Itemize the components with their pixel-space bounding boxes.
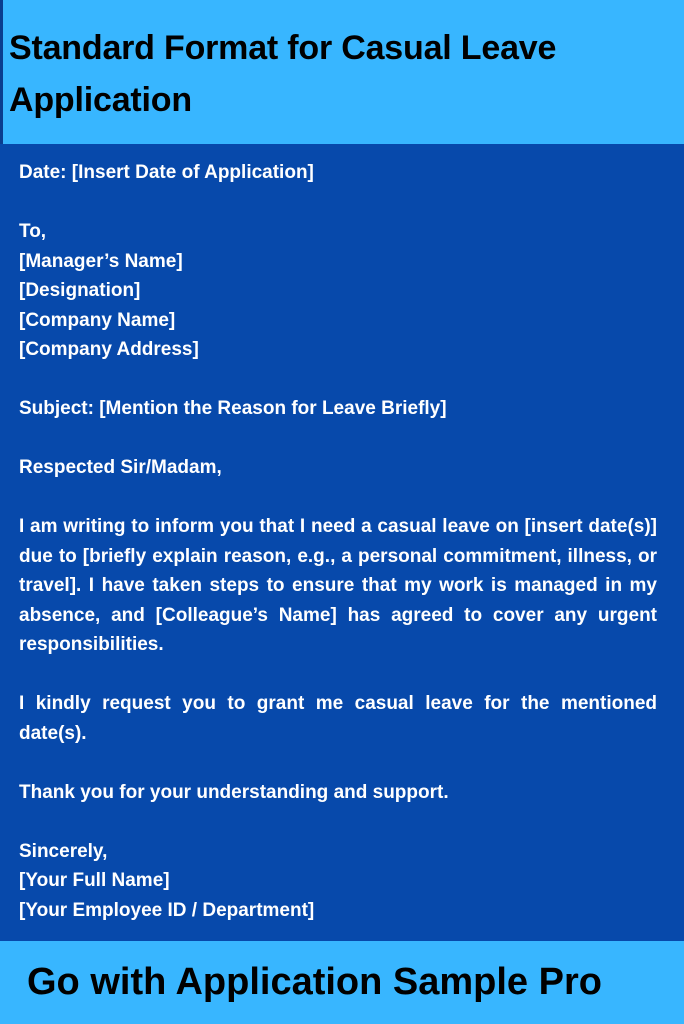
closing-employee-id: [Your Employee ID / Department]	[19, 899, 315, 921]
date-line: Date: [Insert Date of Application]	[19, 162, 314, 183]
body-paragraph-1: I am writing to inform you that I need a casual leave on [insert date(s)] due to [briefly explain reason, e.g., a personal commitment, illness, or travel]. I have taken steps to ensure that my work is managed in my absence, and [Colleague’s Name] has agreed to cover any urgent responsibilities.	[19, 516, 657, 655]
footer-banner	[0, 941, 684, 1024]
subject-line: Subject: [Mention the Reason for Leave Briefly]	[19, 398, 447, 419]
closing-sign-off: Sincerely,	[19, 840, 108, 862]
letter-body	[19, 158, 657, 955]
closing-block	[19, 837, 657, 926]
salutation: Respected Sir/Madam,	[19, 457, 222, 478]
footer-text: Go with Application Sample Pro	[27, 961, 602, 1003]
page-title: Standard Format for Casual Leave Application	[9, 29, 557, 119]
body-paragraph-2: I kindly request you to grant me casual leave for the mentioned date(s).	[19, 693, 657, 744]
closing-full-name: [Your Full Name]	[19, 870, 170, 891]
thanks-line: Thank you for your understanding and support.	[19, 781, 449, 803]
recipient-to: To,	[19, 221, 47, 242]
recipient-company-name: [Company Name]	[19, 309, 176, 331]
recipient-company-address: [Company Address]	[19, 339, 199, 360]
recipient-manager-name: [Manager’s Name]	[19, 250, 183, 272]
header-banner	[0, 0, 684, 144]
recipient-block	[19, 217, 657, 365]
recipient-designation: [Designation]	[19, 280, 141, 301]
